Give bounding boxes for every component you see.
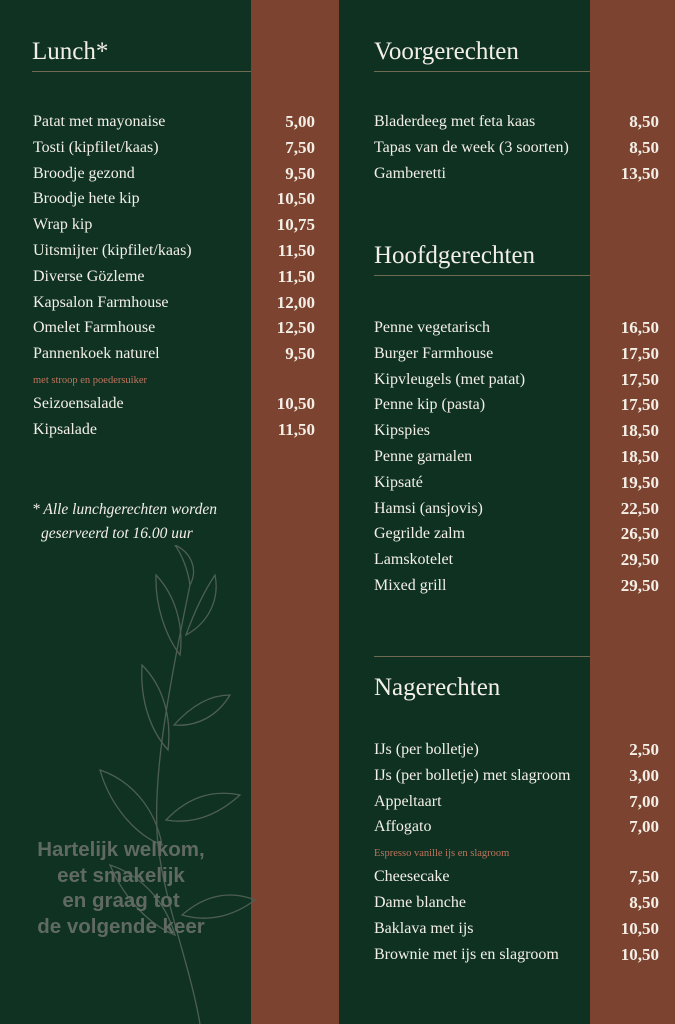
menu-item-name: Affogato xyxy=(374,818,432,836)
menu-note-text: met stroop en poedersuiker xyxy=(33,374,148,386)
nagerechten-title: Nagerechten xyxy=(374,674,501,701)
menu-item xyxy=(374,791,659,817)
menu-item-price: 11,50 xyxy=(277,266,315,286)
menu-item-price: 12,00 xyxy=(276,292,315,312)
menu-item-price: 7,50 xyxy=(285,137,315,157)
menu-item-price: 12,50 xyxy=(276,318,315,338)
menu-item-name: Tapas van de week (3 soorten) xyxy=(374,138,569,156)
menu-item-name: Kipsaté xyxy=(374,473,423,491)
menu-item-price: 26,50 xyxy=(620,524,659,544)
menu-item-price: 17,50 xyxy=(620,343,659,363)
menu-item xyxy=(374,575,659,601)
menu-item-name: Dame blanche xyxy=(374,893,466,911)
voorgerechten-list xyxy=(374,111,659,188)
menu-item-name: Diverse Gözleme xyxy=(33,267,145,285)
menu-item-price: 10,75 xyxy=(276,215,315,235)
menu-item xyxy=(374,446,659,472)
menu-item-name: Tosti (kipfilet/kaas) xyxy=(33,138,159,156)
menu-item-name: Omelet Farmhouse xyxy=(33,319,156,337)
menu-item xyxy=(33,188,315,214)
menu-item-price: 5,00 xyxy=(285,112,315,131)
menu-item xyxy=(374,163,659,189)
menu-item-name: Wrap kip xyxy=(33,216,93,234)
menu-item xyxy=(374,944,659,970)
menu-item-name: Penne kip (pasta) xyxy=(374,396,486,414)
menu-item-name: Kapsalon Farmhouse xyxy=(33,293,169,311)
menu-item-price: 29,50 xyxy=(620,550,659,570)
menu-item-name: Penne garnalen xyxy=(374,447,473,465)
welcome-line: eet smakelijk xyxy=(57,863,185,887)
menu-item-price: 18,50 xyxy=(620,446,659,466)
menu-item-name: Kipspies xyxy=(374,422,430,440)
lunch-title: Lunch* xyxy=(32,38,109,65)
menu-item xyxy=(374,343,659,369)
menu-item-price: 10,50 xyxy=(276,393,315,413)
menu-item-price: 10,50 xyxy=(276,189,315,209)
nagerechten-top-rule xyxy=(374,656,590,657)
menu-item-price: 10,50 xyxy=(620,918,659,938)
menu-item xyxy=(33,292,315,318)
menu-item-name: Broodje gezond xyxy=(33,164,135,182)
menu-item xyxy=(33,393,315,419)
menu-item xyxy=(33,266,315,292)
menu-item-price: 11,50 xyxy=(277,419,315,439)
menu-item-name: Kipvleugels (met patat) xyxy=(374,370,526,388)
menu-item-name: Brownie met ijs en slagroom xyxy=(374,945,559,963)
menu-item xyxy=(33,419,315,445)
menu-item xyxy=(374,369,659,395)
menu-item-price: 3,00 xyxy=(629,765,659,785)
menu-item-name: Mixed grill xyxy=(374,576,447,594)
menu-item-price: 9,50 xyxy=(285,163,315,183)
menu-item-price: 29,50 xyxy=(620,575,659,595)
welcome-message xyxy=(14,837,228,939)
menu-item-price: 8,50 xyxy=(629,112,659,131)
menu-item-name: Appeltaart xyxy=(374,792,442,810)
hoofdgerechten-list xyxy=(374,317,659,601)
lunch-footnote-line: * Alle lunchgerechten worden xyxy=(32,501,217,518)
menu-item-price: 2,50 xyxy=(629,740,659,759)
welcome-line: en graag tot xyxy=(62,889,180,912)
menu-item-price: 7,00 xyxy=(629,817,659,837)
menu-item xyxy=(374,765,659,791)
menu-item-name: Hamsi (ansjovis) xyxy=(374,499,483,517)
menu-item xyxy=(374,866,659,892)
menu-item xyxy=(374,394,659,420)
menu-item-name: Penne vegetarisch xyxy=(374,319,490,336)
menu-item xyxy=(374,420,659,446)
menu-item-price: 19,50 xyxy=(620,472,659,492)
menu-item-name: Cheesecake xyxy=(374,868,450,886)
voorgerechten-title-rule xyxy=(374,71,590,72)
menu-item-price: 13,50 xyxy=(620,163,659,183)
hoofdgerechten-title-rule xyxy=(374,275,590,276)
menu-item xyxy=(374,549,659,575)
menu-item xyxy=(374,816,659,842)
welcome-line: de volgende keer xyxy=(37,914,205,938)
menu-item-name: IJs (per bolletje) xyxy=(374,741,479,758)
voorgerechten-title: Voorgerechten xyxy=(374,38,519,65)
lunch-footnote-line: geserveerd tot 16.00 uur xyxy=(41,525,193,542)
menu-item-note xyxy=(33,369,315,393)
menu-item xyxy=(374,892,659,918)
menu-item-name: Gamberetti xyxy=(374,164,446,182)
menu-item xyxy=(374,498,659,524)
menu-item xyxy=(33,137,315,163)
menu-item xyxy=(374,137,659,163)
menu-item-name: Patat met mayonaise xyxy=(33,113,166,130)
menu-item-price: 8,50 xyxy=(629,137,659,157)
menu-item-name: Kipsalade xyxy=(33,420,97,438)
menu-item-name: IJs (per bolletje) met slagroom xyxy=(374,766,571,784)
menu-item xyxy=(33,214,315,240)
menu-item xyxy=(374,918,659,944)
menu-note-text: Espresso vanille ijs en slagroom xyxy=(374,848,510,860)
menu-item-name: Gegrilde zalm xyxy=(374,525,466,543)
menu-item-price: 9,50 xyxy=(285,344,315,364)
menu-item-price: 17,50 xyxy=(620,395,659,415)
menu-item xyxy=(33,163,315,189)
lunch-title-rule xyxy=(32,71,251,72)
menu-item-price: 17,50 xyxy=(620,369,659,389)
lunch-footnote xyxy=(32,498,242,546)
menu-item-name: Seizoensalade xyxy=(33,394,124,412)
menu-item-name: Baklava met ijs xyxy=(374,919,474,937)
menu-item-name: Lamskotelet xyxy=(374,551,454,569)
menu-item-price: 18,50 xyxy=(620,421,659,441)
menu-item xyxy=(374,111,659,137)
menu-item xyxy=(33,240,315,266)
menu-item xyxy=(33,317,315,343)
menu-item-price: 16,50 xyxy=(620,318,659,337)
menu-item-name: Broodje hete kip xyxy=(33,190,140,208)
lunch-list xyxy=(33,111,315,445)
hoofdgerechten-title: Hoofdgerechten xyxy=(374,242,536,269)
menu-item-price: 7,50 xyxy=(629,867,659,887)
menu-item-price: 7,00 xyxy=(629,791,659,811)
menu-item-note xyxy=(374,842,659,866)
menu-item-price: 10,50 xyxy=(620,944,659,964)
menu-item xyxy=(374,739,659,765)
menu-item xyxy=(374,523,659,549)
menu-item xyxy=(374,472,659,498)
nagerechten-list xyxy=(374,739,659,969)
menu-item-name: Bladerdeeg met feta kaas xyxy=(374,113,536,130)
menu-item-name: Pannenkoek naturel xyxy=(33,345,160,363)
welcome-line: Hartelijk welkom, xyxy=(37,838,205,861)
menu-item-name: Uitsmijter (kipfilet/kaas) xyxy=(33,241,192,259)
leaf-branch-icon xyxy=(70,545,270,1024)
menu-item-price: 11,50 xyxy=(277,240,315,260)
menu-item-name: Burger Farmhouse xyxy=(374,344,494,362)
menu-item xyxy=(374,317,659,343)
menu-item-price: 22,50 xyxy=(620,498,659,518)
menu-item-price: 8,50 xyxy=(629,892,659,912)
menu-item xyxy=(33,111,315,137)
menu-item xyxy=(33,343,315,369)
